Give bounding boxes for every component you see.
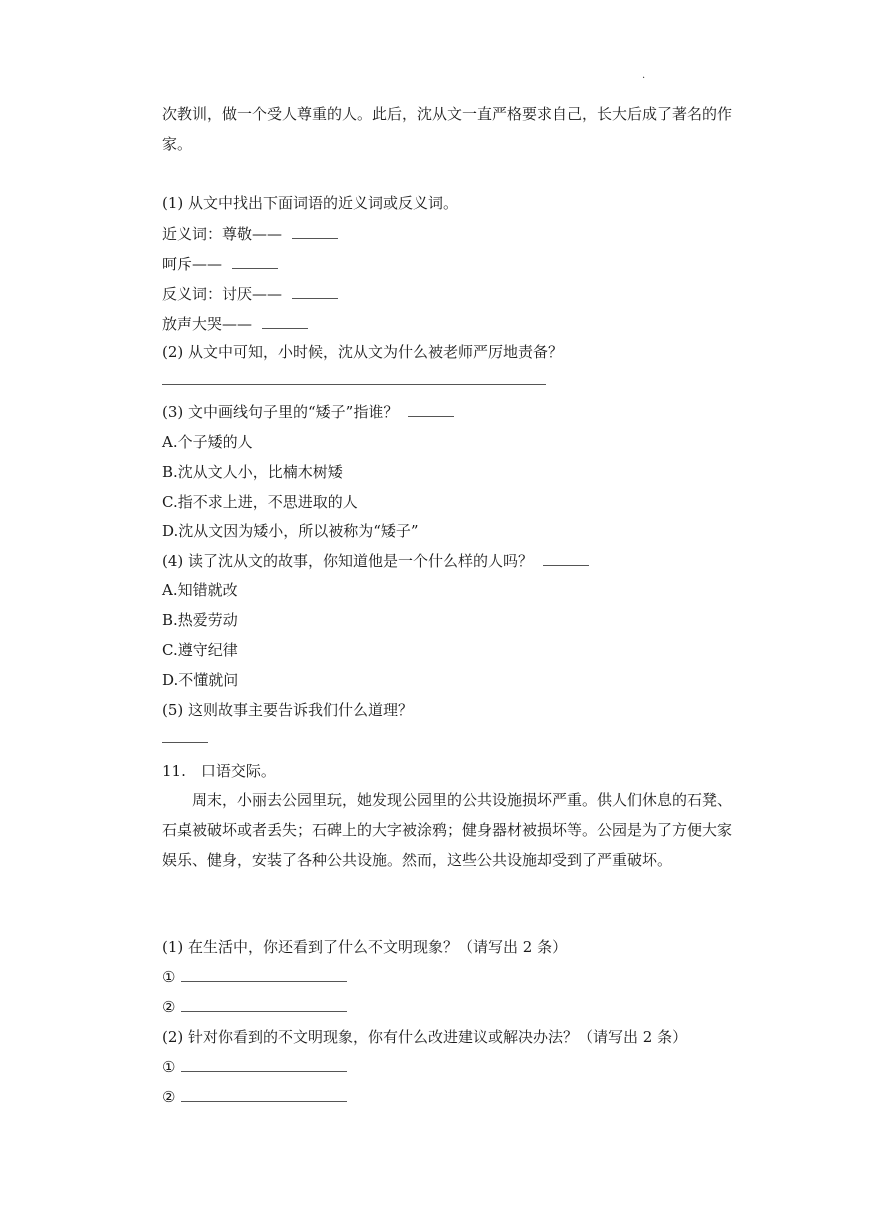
q3-prompt bbox=[162, 402, 454, 422]
q4-option-c: C.遵守纪律 bbox=[162, 641, 238, 659]
passage-line-2: 家。 bbox=[162, 135, 193, 153]
q11-sub2-answer-2 bbox=[162, 1087, 347, 1107]
answer-blank[interactable] bbox=[162, 728, 208, 743]
q11-title: 11. 口语交际。 bbox=[162, 762, 276, 780]
q11-sub1-answer-1 bbox=[162, 967, 347, 987]
q4-option-b: B.热爱劳动 bbox=[162, 611, 238, 629]
q3-option-c: C.指不求上进，不思进取的人 bbox=[162, 493, 358, 511]
q4-prompt bbox=[162, 551, 589, 571]
q1-synonym-1 bbox=[162, 224, 338, 244]
q3-option-a: A.个子矮的人 bbox=[162, 433, 253, 451]
circled-two: ② bbox=[162, 998, 176, 1016]
answer-blank[interactable] bbox=[162, 370, 546, 385]
q1-antonym-1-label: 反义词：讨厌—— bbox=[162, 285, 283, 303]
q1-antonym-1 bbox=[162, 284, 338, 304]
q2-prompt: (2) 从文中可知，小时候，沈从文为什么被老师严厉地责备？ bbox=[162, 343, 564, 361]
page-mark: . bbox=[642, 70, 646, 81]
circled-one: ① bbox=[162, 968, 176, 986]
q5-answer-line bbox=[162, 728, 208, 748]
q4-prompt-text: (4) 读了沈从文的故事，你知道他是一个什么样的人吗？ bbox=[162, 552, 534, 570]
circled-two: ② bbox=[162, 1088, 176, 1106]
answer-blank[interactable] bbox=[181, 967, 347, 982]
answer-blank[interactable] bbox=[408, 402, 454, 417]
q11-sub2-prompt: (2) 针对你看到的不文明现象，你有什么改进建议或解决办法？（请写出 2 条） bbox=[162, 1028, 688, 1046]
q1-prompt: (1) 从文中找出下面词语的近义词或反义词。 bbox=[162, 194, 459, 212]
q11-sub1-prompt: (1) 在生活中，你还看到了什么不文明现象？（请写出 2 条） bbox=[162, 938, 568, 956]
q5-prompt: (5) 这则故事主要告诉我们什么道理？ bbox=[162, 701, 414, 719]
q11-sub1-answer-2 bbox=[162, 997, 347, 1017]
q3-option-d: D.沈从文因为矮小，所以被称为“矮子” bbox=[162, 522, 419, 540]
q1-antonym-2-label: 放声大哭—— bbox=[162, 315, 253, 333]
q3-option-b: B.沈从文人小，比楠木树矮 bbox=[162, 463, 343, 481]
answer-blank[interactable] bbox=[543, 551, 589, 566]
q4-option-d: D.不懂就问 bbox=[162, 671, 239, 689]
q1-synonym-2 bbox=[162, 254, 278, 274]
q11-sub2-answer-1 bbox=[162, 1057, 347, 1077]
q1-synonym-2-label: 呵斥—— bbox=[162, 255, 223, 273]
answer-blank[interactable] bbox=[292, 284, 338, 299]
q2-answer-line bbox=[162, 370, 546, 390]
answer-blank[interactable] bbox=[181, 997, 347, 1012]
answer-blank[interactable] bbox=[232, 254, 278, 269]
q1-synonym-1-label: 近义词：尊敬—— bbox=[162, 225, 283, 243]
answer-blank[interactable] bbox=[262, 314, 308, 329]
answer-blank[interactable] bbox=[181, 1057, 347, 1072]
passage-line-1: 次教训，做一个受人尊重的人。此后，沈从文一直严格要求自己，长大后成了著名的作 bbox=[162, 105, 733, 123]
q3-prompt-text: (3) 文中画线句子里的“矮子”指谁？ bbox=[162, 403, 399, 421]
q11-passage: 周末，小丽去公园里玩，她发现公园里的公共设施损坏严重。供人们休息的石凳、石桌被破坏或者丢失；石碑上的大字被涂鸦；健身器材被损坏等。公园是为了方便大家娱乐、健身，安装了各种公共设施。然而，这些公共设施却受到了严重破坏。 bbox=[162, 791, 733, 869]
answer-blank[interactable] bbox=[181, 1087, 347, 1102]
q1-antonym-2 bbox=[162, 314, 308, 334]
answer-blank[interactable] bbox=[292, 224, 338, 239]
circled-one: ① bbox=[162, 1058, 176, 1076]
q4-option-a: A.知错就改 bbox=[162, 581, 238, 599]
